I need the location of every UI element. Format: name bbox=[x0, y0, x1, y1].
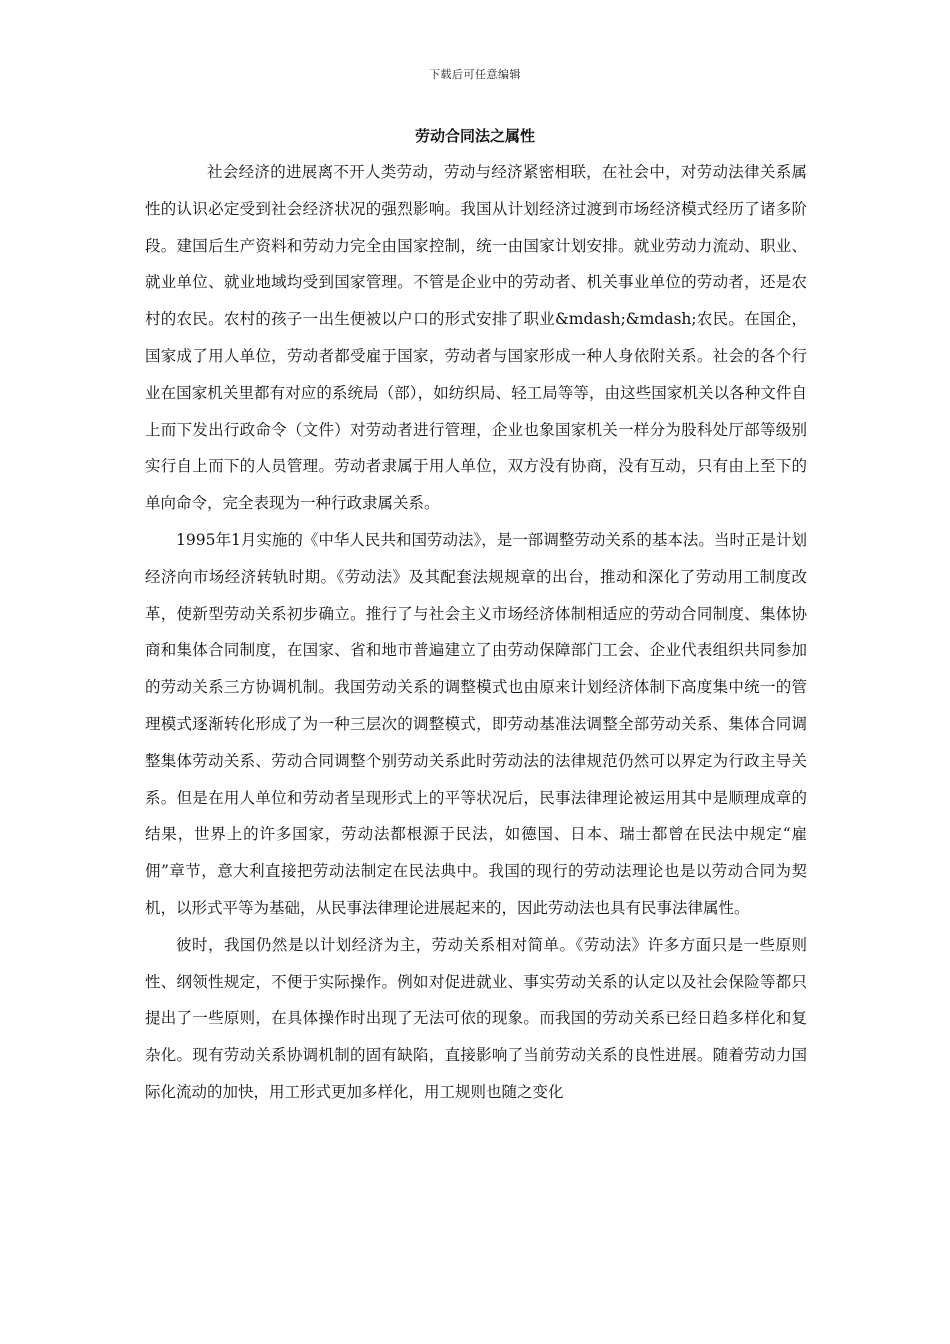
header-note: 下载后可任意编辑 bbox=[429, 68, 521, 81]
document-title: 劳动合同法之属性 bbox=[414, 127, 535, 145]
paragraph: 1995年1月实施的《中华人民共和国劳动法》，是一部调整劳动关系的基本法。当时正是计划经济向市场经济转轨时期。《劳动法》及其配套法规规章的出台，推动和深化了劳动用工制度改革，使新型劳动关系初步确立。推行了与社会主义市场经济体制相适应的劳动合同制度、集体协商和集体合同制度，在国家、省和地市普遍建立了由劳动保障部门工会、企业代表组织共同参加的劳动关系三方协调机制。我国劳动关系的调整模式也由原来计划经济体制下高度集中统一的管理模式逐渐转化形成了为一种三层次的调整模式，即劳动基准法调整全部劳动关系、集体合同调整集体劳动关系、劳动合同调整个别劳动关系此时劳动法的法律规范仍然可以界定为行政主导关系。但是在用人单位和劳动者呈现形式上的平等状况后，民事法律理论被运用其中是顺理成章的结果，世界上的许多国家，劳动法都根源于民法，如德国、日本、瑞士都曾在民法中规定“雇佣”章节，意大利直接把劳动法制定在民法典中。我国的现行的劳动法理论也是以劳动合同为契机，以形式平等为基础，从民事法律理论进展起来的，因此劳动法也具有民事法律属性。 bbox=[145, 530, 807, 917]
document-body bbox=[145, 154, 807, 1111]
paragraph: 彼时，我国仍然是以计划经济为主，劳动关系相对简单。《劳动法》许多方面只是一些原则性、纲领性规定，不便于实际操作。例如对促进就业、事实劳动关系的认定以及社会保险等都只提出了一些原则，在具体操作时出现了无法可依的现象。而我国的劳动关系已经日趋多样化和复杂化。现有劳动关系协调机制的固有缺陷，直接影响了当前劳动关系的良性进展。随着劳动力国际化流动的加快，用工形式更加多样化，用工规则也随之变化 bbox=[145, 935, 807, 1101]
paragraph: 社会经济的进展离不开人类劳动，劳动与经济紧密相联，在社会中，对劳动法律关系属性的认识必定受到社会经济状况的强烈影响。我国从计划经济过渡到市场经济模式经历了诸多阶段。建国后生产资料和劳动力完全由国家控制，统一由国家计划安排。就业劳动力流动、职业、就业单位、就业地域均受到国家管理。不管是企业中的劳动者、机关事业单位的劳动者，还是农村的农民。农村的孩子一出生便被以户口的形式安排了职业&mdash;&mdash;农民。在国企，国家成了用人单位，劳动者都受雇于国家，劳动者与国家形成一种人身依附关系。社会的各个行业在国家机关里都有对应的系统局（部），如纺织局、轻工局等等，由这些国家机关以各种文件自上而下发出行政命令（文件）对劳动者进行管理，企业也象国家机关一样分为股科处厅部等级别实行自上而下的人员管理。劳动者隶属于用人单位，双方没有协商，没有互动，只有由上至下的单向命令，完全表现为一种行政隶属关系。 bbox=[145, 163, 807, 513]
